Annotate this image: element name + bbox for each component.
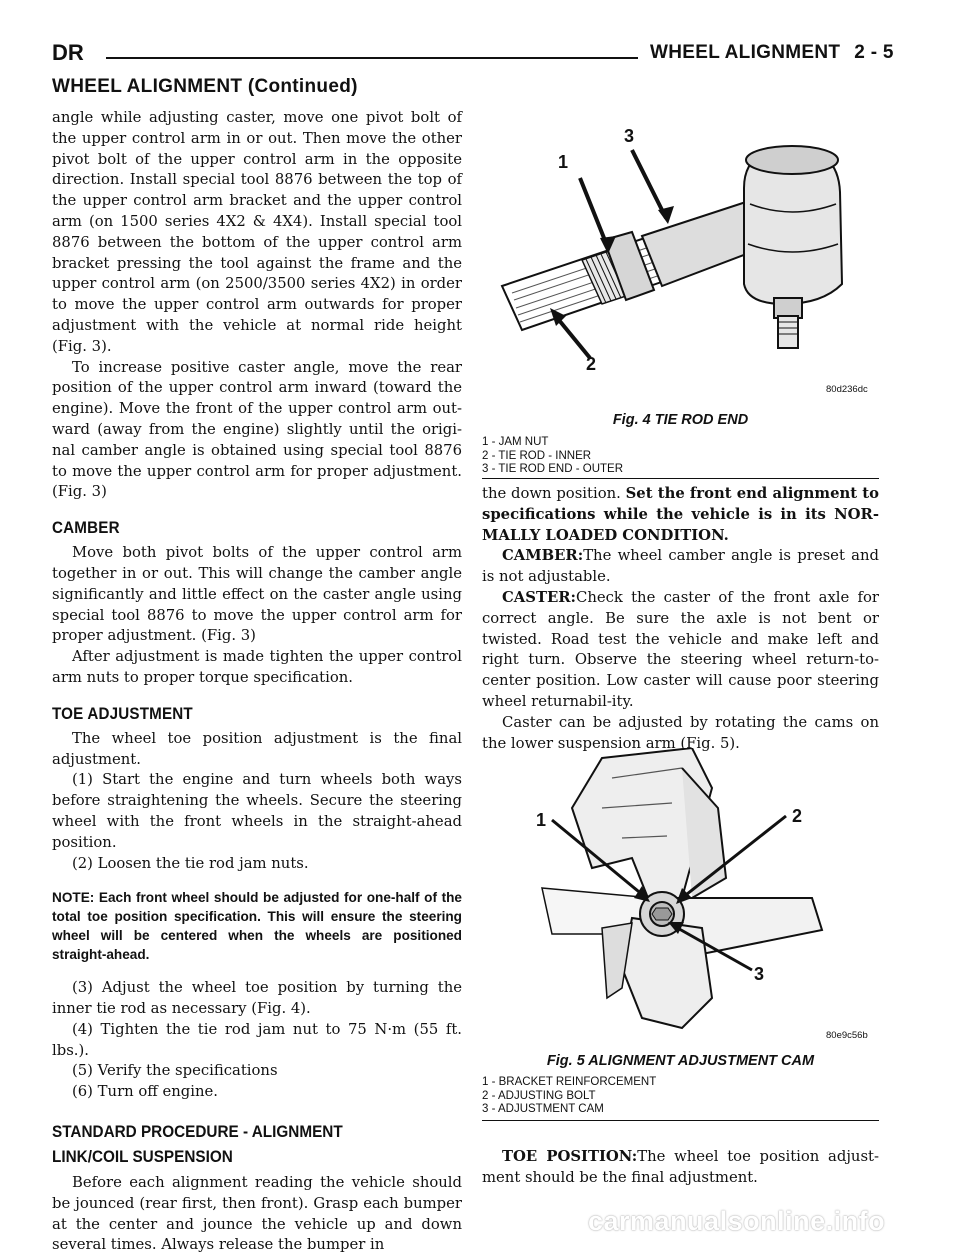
alignment-cam-illustration (482, 748, 879, 1038)
figure-legend (482, 1076, 656, 1117)
paragraph: Move both pivot bolts of the upper control arm together in or out. This will change the camber angle significantly and little effect on the caster angle using special tool 8876 to move the upper control arm for proper adjustment. (Fig. 3) (52, 544, 462, 645)
text-run: The wheel camber angle is preset and is not adjustable. (482, 547, 879, 586)
paragraph (482, 1147, 879, 1189)
camber-heading: CAMBER (52, 519, 120, 538)
emphasis: Set the front end alignment to specifications while the vehicle is in its NOR-MALLY LOADED CONDITION. (482, 485, 879, 544)
term: CAMBER: (502, 547, 584, 565)
legend-item: 1 - JAM NUT (482, 436, 549, 448)
legend-item: 2 - TIE ROD - INNER (482, 449, 592, 462)
heading-line: STANDARD PROCEDURE - ALIGNMENT (52, 1122, 343, 1142)
step: (1) Start the engine and turn wheels both ways before straightening the wheels. Secure the steering wheel with the front wheels in the straight-ahead position. (52, 771, 462, 851)
tie-rod-end-illustration (482, 108, 879, 398)
paragraph (482, 546, 879, 588)
step: (6) Turn off engine. (72, 1083, 218, 1101)
callout-2: 2 (792, 806, 803, 826)
callout-2: 2 (586, 354, 597, 374)
paragraph: To increase positive caster angle, move the rear position of the upper control arm inward (toward the engine). Move the front of the upper control arm out-ward (away from the engine) slightly until the origi-nal camber angle is obtained using special tool 8876 to move the upper control arm for proper adjustment. (Fig. 3) (52, 358, 462, 501)
text-run: The wheel toe position adjust-ment should be the final adjustment. (482, 1148, 879, 1186)
note: NOTE: Each front wheel should be adjusted for one-half of the total toe position specification. This will ensure the steering wheel will be centered when the wheels are positioned straight-ahead. (52, 890, 462, 963)
figure-caption: Fig. 5 ALIGNMENT ADJUSTMENT CAM (546, 1053, 815, 1069)
heading-line: LINK/COIL SUSPENSION (52, 1147, 233, 1167)
page-number: 2 - 5 (854, 42, 894, 63)
text-run: the down position. (482, 485, 626, 502)
callout-3: 3 (624, 126, 635, 146)
watermark: carmanualsonline.info (588, 1206, 886, 1236)
term: CASTER: (502, 588, 576, 606)
right-column-lower (482, 1147, 879, 1189)
figure-rule (482, 478, 879, 479)
legend-item: 2 - ADJUSTING BOLT (482, 1089, 596, 1102)
paragraph: Before each alignment reading the vehicle should be jounced (rear first, then front). Grasp each bumper at the center and jounce the vehicle up and down several times. Always release the bumper in (52, 1174, 462, 1254)
figure-4 (482, 108, 879, 478)
step: (4) Tighten the tie rod jam nut to 75 N·m (55 ft. lbs.). (52, 1020, 462, 1059)
left-column (52, 108, 462, 1256)
step: (2) Loosen the tie rod jam nuts. (72, 854, 309, 872)
section-code: DR (52, 40, 84, 65)
figure-legend (482, 436, 623, 477)
continued-heading: WHEEL ALIGNMENT (Continued) (52, 76, 358, 97)
figure-code: 80e9c56b (826, 1030, 868, 1041)
step: (5) Verify the specifications (72, 1062, 278, 1080)
callout-1: 1 (558, 152, 569, 172)
running-head-title: WHEEL ALIGNMENT (650, 42, 841, 63)
term: TOE POSITION: (502, 1148, 638, 1165)
paragraph (482, 484, 879, 546)
paragraph: After adjustment is made tighten the upper control arm nuts to proper torque specification. (52, 648, 462, 686)
header-rule (106, 57, 638, 59)
toe-adjustment-heading: TOE ADJUSTMENT (52, 704, 193, 723)
right-column-upper (482, 484, 879, 754)
paragraph (482, 588, 879, 713)
legend-item: 3 - TIE ROD END - OUTER (482, 463, 623, 475)
running-head (650, 42, 894, 64)
text-run: Check the caster of the front axle for correct angle. Be sure the axle is not bent or twisted. Road test the vehicle and make left and right turn. Observe the steering wheel return-to-center position. Low caster will cause poor steering wheel returnabil-ity. (482, 588, 879, 710)
callout-3: 3 (754, 964, 765, 984)
standard-procedure-heading (52, 1119, 421, 1169)
figure-5 (482, 748, 879, 1128)
figure-code: 80d236dc (826, 384, 868, 395)
legend-item: 3 - ADJUSTMENT CAM (482, 1103, 604, 1115)
callout-1: 1 (536, 810, 547, 830)
figure-caption: Fig. 4 TIE ROD END (612, 412, 749, 428)
figure-rule (482, 1120, 879, 1121)
legend-item: 1 - BRACKET REINFORCEMENT (482, 1076, 657, 1088)
paragraph: Caster can be adjusted by rotating the cams on the lower suspension arm (Fig. 5). (482, 713, 879, 752)
paragraph: angle while adjusting caster, move one pivot bolt of the upper control arm in or out. Then move the other pivot bolt of the upper control arm in the opposite direction. Install special tool 8876 between the top of the upper control arm bracket and the upper control arm (on 1500 series 4X2 & 4X4). Install special tool 8876 between the bottom of the upper control arm bracket pressing the tool against the frame and the upper control arm (on 2500/3500 series 4X2) in order to move the upper control arm outwards for proper adjustment with the vehicle at normal ride height (Fig. 3). (52, 109, 462, 355)
step: (3) Adjust the wheel toe position by turning the inner tie rod as necessary (Fig. 4). (52, 979, 462, 1018)
paragraph: The wheel toe position adjustment is the final adjustment. (52, 729, 462, 768)
